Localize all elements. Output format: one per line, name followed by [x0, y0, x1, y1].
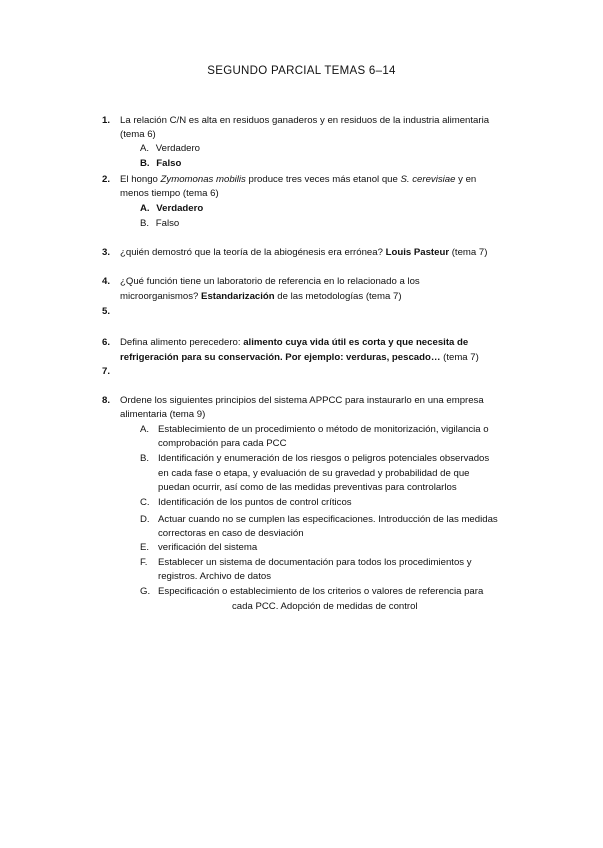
organism-name: Zymomonas mobilis — [160, 174, 246, 185]
question-text-line: alimentaria (tema 9) — [120, 409, 206, 420]
item-letter: A. — [140, 424, 150, 435]
item-text-line: puedan ocurrir, así como de las medidas preventivas para controlarlos — [158, 482, 457, 493]
option-text: Verdadero — [156, 203, 204, 214]
question-number: 4. — [102, 276, 111, 287]
option-text: Falso — [156, 158, 182, 169]
page-title: SEGUNDO PARCIAL TEMAS 6–14 — [207, 65, 396, 77]
text-segment: (tema 7) — [440, 352, 479, 363]
text-segment: Defina alimento perecedero: — [120, 337, 244, 348]
question-number: 8. — [102, 395, 111, 406]
answer-text: alimento cuya vida útil es corta y que necesita de — [243, 337, 469, 348]
question-text-line: menos tiempo (tema 6) — [120, 188, 219, 199]
question-number: 6. — [102, 337, 111, 348]
question-text-line — [120, 247, 487, 259]
item-letter: B. — [140, 453, 150, 464]
organism-name: S. cerevisiae — [400, 174, 456, 185]
question-text-line: (tema 6) — [120, 129, 156, 140]
item-letter: D. — [140, 514, 150, 525]
option-a-answer — [140, 203, 203, 215]
text-segment: produce tres veces más etanol que — [245, 174, 401, 185]
text-segment: y en — [455, 174, 477, 185]
question-text-line — [120, 291, 402, 303]
item-letter: F. — [140, 557, 148, 568]
question-text-line — [120, 352, 479, 364]
question-5-number: 5. — [102, 306, 111, 317]
item-text-line: correctoras en caso de desviación — [158, 528, 304, 539]
text-segment: (tema 7) — [449, 247, 488, 258]
option-a — [140, 143, 200, 155]
item-text-line: Establecer un sistema de documentación para todos los procedimientos y — [158, 557, 472, 568]
answer-text: Louis Pasteur — [385, 247, 450, 258]
question-text-line — [120, 337, 468, 349]
option-b — [140, 218, 179, 230]
question-number: 2. — [102, 174, 111, 185]
item-letter: C. — [140, 497, 150, 508]
item-text-line: en cada fase o etapa, y evaluación de su gravedad y probabilidad de que — [158, 468, 470, 479]
text-segment: ¿quién demostró que la teoría de la abiogénesis era errónea? — [120, 247, 386, 258]
question-text-line — [120, 174, 476, 186]
item-letter: G. — [140, 586, 151, 597]
item-text-line: Identificación de los puntos de control críticos — [158, 497, 352, 508]
answer-text: refrigeración para su conservación. Por ejemplo: verduras, pescado… — [120, 352, 441, 363]
item-text-line: Establecimiento de un procedimiento o método de monitorización, vigilancia o — [158, 424, 489, 435]
item-text-line: comprobación para cada PCC — [158, 438, 287, 449]
question-7-number: 7. — [102, 366, 111, 377]
question-text-line: Ordene los siguientes principios del sistema APPCC para instaurarlo en una empresa — [120, 395, 484, 406]
item-text-line: Actuar cuando no se cumplen las especificaciones. Introducción de las medidas — [158, 514, 498, 525]
option-letter: B. — [140, 158, 150, 169]
question-text-line: ¿Qué función tiene un laboratorio de referencia en lo relacionado a los — [120, 276, 420, 287]
text-segment: de las metodologías (tema 7) — [274, 291, 402, 302]
text-segment: microorganismos? — [120, 291, 202, 302]
answer-text: Estandarización — [201, 291, 275, 302]
item-letter: E. — [140, 542, 150, 553]
option-text: Verdadero — [155, 143, 201, 154]
option-letter: B. — [140, 218, 150, 229]
item-text-line: verificación del sistema — [158, 542, 258, 553]
question-text-line: La relación C/N es alta en residuos ganaderos y en residuos de la industria alimentaria — [120, 115, 490, 126]
option-b-answer — [140, 158, 181, 170]
option-letter: A. — [140, 143, 150, 154]
question-number: 1. — [102, 115, 111, 126]
option-letter: A. — [140, 203, 150, 214]
item-text-line: Identificación y enumeración de los riesgos o peligros potenciales observados — [158, 453, 490, 464]
question-number: 3. — [102, 247, 111, 258]
item-text-line: Especificación o establecimiento de los criterios o valores de referencia para — [158, 586, 484, 597]
item-text-line: registros. Archivo de datos — [158, 571, 272, 582]
option-text: Falso — [155, 218, 180, 229]
item-text-line: cada PCC. Adopción de medidas de control — [232, 601, 418, 612]
text-segment: El hongo — [120, 174, 161, 185]
